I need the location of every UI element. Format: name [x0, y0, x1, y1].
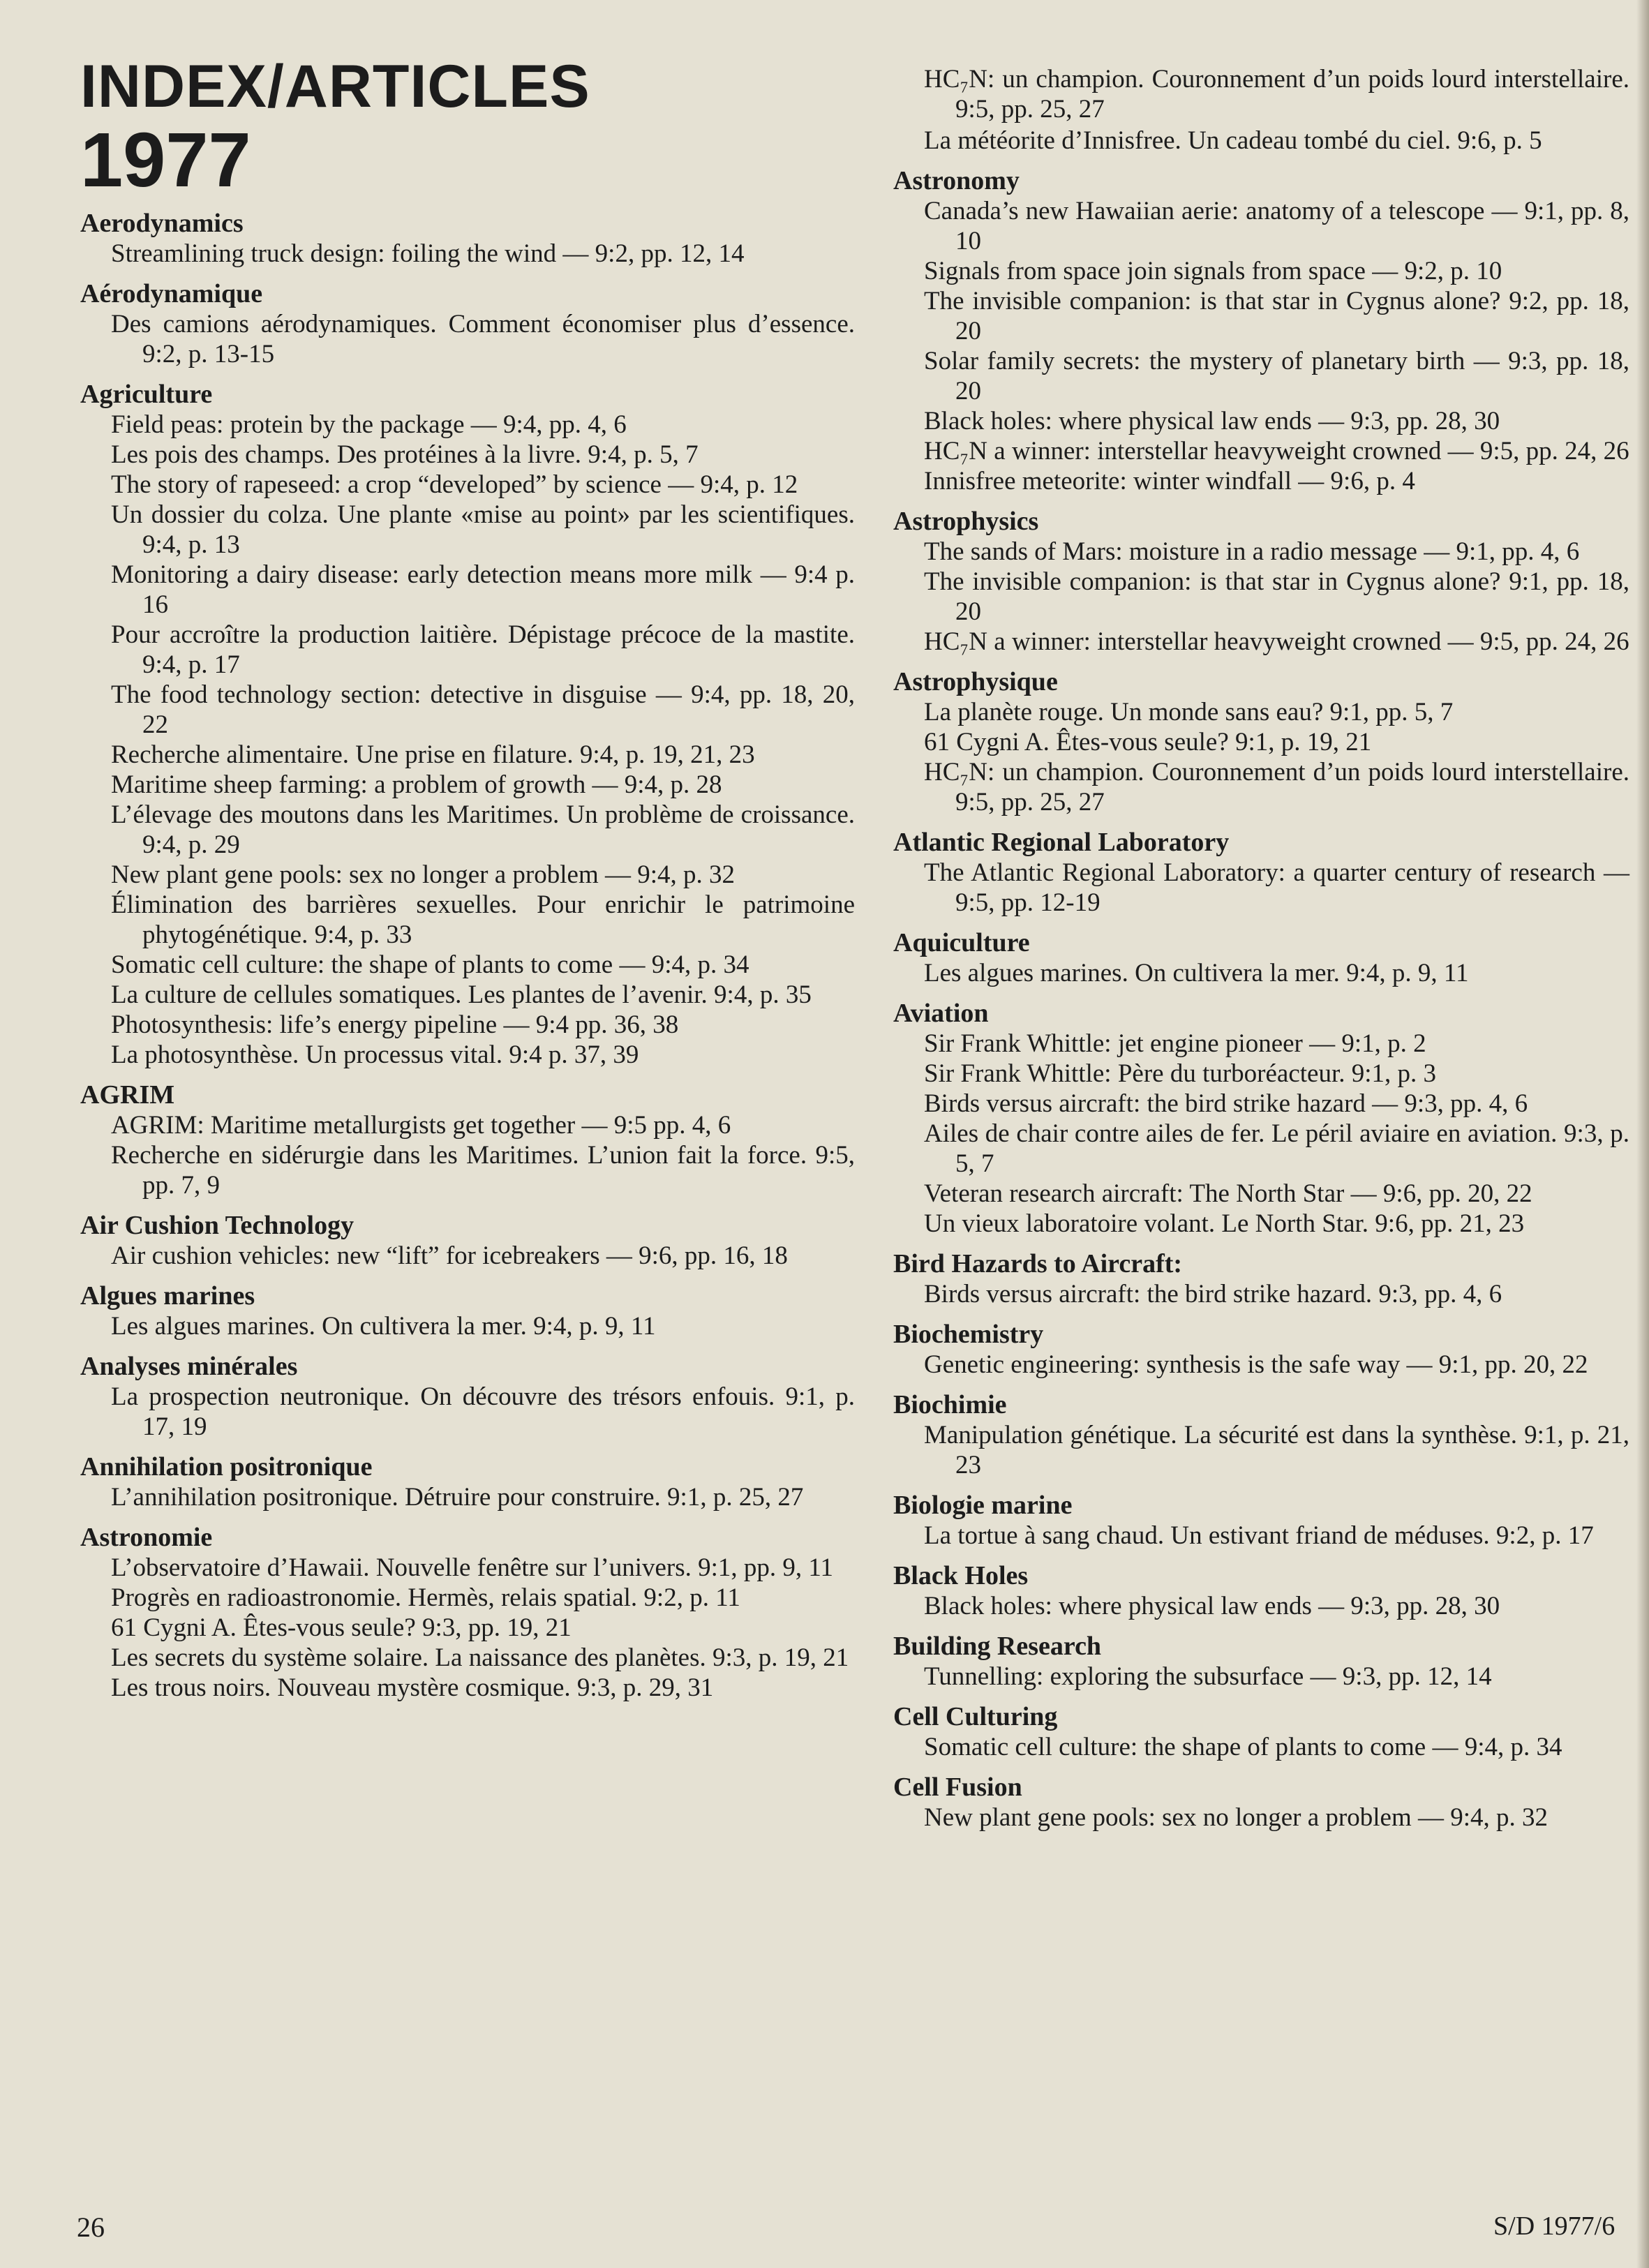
entry-item: 61 Cygni A. Êtes-vous seule? 9:3, pp. 19, 21	[111, 1613, 572, 1642]
entry-item: AGRIM: Maritime metallurgists get together — 9:5 pp. 4, 6	[111, 1111, 731, 1140]
index-entry	[80, 1080, 855, 1200]
index-entry	[893, 827, 1629, 918]
index-entry	[80, 1351, 855, 1442]
page-number: 26	[77, 2211, 105, 2243]
entry-item: Les algues marines. On cultivera la mer. 9:4, p. 9, 11	[111, 1312, 656, 1341]
entry-item: The invisible companion: is that star in Cygnus alone? 9:1, pp. 18, 20	[924, 567, 1629, 626]
entry-heading: Astrophysics	[893, 507, 1039, 536]
issue-label: S/D 1977/6	[1493, 2211, 1616, 2241]
entry-item: Des camions aérodynamiques. Comment économiser plus d’essence. 9:2, p. 13-15	[111, 310, 855, 368]
index-entry	[893, 1631, 1629, 1692]
entry-item: Veteran research aircraft: The North Star — 9:6, pp. 20, 22	[924, 1179, 1532, 1208]
index-entry	[893, 1560, 1629, 1621]
index-entry	[80, 208, 855, 269]
entry-item: Birds versus aircraft: the bird strike hazard. 9:3, pp. 4, 6	[924, 1280, 1502, 1308]
entry-item: The food technology section: detective in disguise — 9:4, pp. 18, 20, 22	[111, 680, 855, 739]
entry-item: New plant gene pools: sex no longer a problem — 9:4, p. 32	[924, 1803, 1548, 1832]
index-entry	[893, 666, 1629, 817]
entry-heading: Astrophysique	[893, 667, 1058, 696]
entry-item: Air cushion vehicles: new “lift” for icebreakers — 9:6, pp. 16, 18	[111, 1241, 788, 1270]
entry-item: Sir Frank Whittle: jet engine pioneer — 9:1, p. 2	[924, 1029, 1426, 1058]
title-index-articles: INDEX/ARTICLES	[80, 53, 590, 120]
entry-item: Canada’s new Hawaiian aerie: anatomy of a telescope — 9:1, pp. 8, 10	[924, 197, 1629, 255]
entry-item: HC₇N: un champion. Couronnement d’un poids lourd interstellaire. 9:5, pp. 25, 27	[924, 758, 1629, 816]
entry-item: La prospection neutronique. On découvre des trésors enfouis. 9:1, p. 17, 19	[111, 1382, 855, 1441]
entry-heading: Agriculture	[80, 380, 213, 409]
entry-item: Photosynthesis: life’s energy pipeline — 9:4 pp. 36, 38	[111, 1010, 679, 1039]
page-title	[80, 54, 590, 202]
entry-item: Les trous noirs. Nouveau mystère cosmique. 9:3, p. 29, 31	[111, 1673, 714, 1702]
entry-item: Monitoring a dairy disease: early detection means more milk — 9:4 p. 16	[111, 560, 855, 619]
left-column	[80, 208, 855, 1713]
entry-heading: Bird Hazards to Aircraft:	[893, 1249, 1183, 1278]
entry-heading: Aerodynamics	[80, 209, 244, 238]
entry-item: La photosynthèse. Un processus vital. 9:4 p. 37, 39	[111, 1040, 639, 1069]
entry-item: The story of rapeseed: a crop “developed” by science — 9:4, p. 12	[111, 470, 798, 499]
entry-item: La tortue à sang chaud. Un estivant friand de méduses. 9:2, p. 17	[924, 1521, 1594, 1550]
index-entry	[80, 1281, 855, 1341]
entry-item: New plant gene pools: sex no longer a problem — 9:4, p. 32	[111, 860, 735, 889]
index-entry	[893, 998, 1629, 1239]
entry-item: Élimination des barrières sexuelles. Pour enrichir le patrimoine phytogénétique. 9:4, p. 33	[111, 890, 855, 949]
entry-item: Innisfree meteorite: winter windfall — 9:6, p. 4	[924, 467, 1415, 495]
index-entry	[80, 1452, 855, 1512]
entry-heading: Astronomie	[80, 1523, 213, 1552]
entry-item: L’élevage des moutons dans les Maritimes. Un problème de croissance. 9:4, p. 29	[111, 800, 855, 859]
index-entry	[893, 1319, 1629, 1380]
entry-item: HC₇N a winner: interstellar heavyweight crowned — 9:5, pp. 24, 26	[924, 627, 1629, 656]
entry-heading: Aviation	[893, 999, 989, 1028]
entry-heading: Aérodynamique	[80, 279, 263, 308]
entry-item: Recherche alimentaire. Une prise en filature. 9:4, p. 19, 21, 23	[111, 740, 755, 769]
entry-item: Manipulation génétique. La sécurité est dans la synthèse. 9:1, p. 21, 23	[924, 1421, 1629, 1479]
entry-heading: Cell Fusion	[893, 1773, 1022, 1802]
continuation-item: HC₇N: un champion. Couronnement d’un poids lourd interstellaire. 9:5, pp. 25, 27	[924, 65, 1629, 124]
title-year: 1977	[80, 117, 251, 203]
continuation-entries	[893, 64, 1629, 156]
entry-item: Genetic engineering: synthesis is the safe way — 9:1, pp. 20, 22	[924, 1350, 1588, 1379]
entry-item: Signals from space join signals from space — 9:2, p. 10	[924, 257, 1502, 285]
index-entry	[893, 1389, 1629, 1480]
index-entry	[893, 1701, 1629, 1762]
entry-item: Streamlining truck design: foiling the wind — 9:2, pp. 12, 14	[111, 239, 745, 268]
entry-item: Black holes: where physical law ends — 9:3, pp. 28, 30	[924, 407, 1500, 435]
entry-item: Un vieux laboratoire volant. Le North Star. 9:6, pp. 21, 23	[924, 1209, 1525, 1238]
entry-heading: Atlantic Regional Laboratory	[893, 828, 1230, 857]
index-entry	[893, 1490, 1629, 1551]
entry-heading: Biologie marine	[893, 1491, 1073, 1520]
entry-item: The Atlantic Regional Laboratory: a quarter century of research — 9:5, pp. 12-19	[924, 858, 1629, 917]
entry-item: La planète rouge. Un monde sans eau? 9:1, pp. 5, 7	[924, 698, 1454, 726]
page-edge-shadow	[1636, 0, 1649, 2268]
entry-item: Field peas: protein by the package — 9:4, pp. 4, 6	[111, 410, 627, 439]
continuation-item: La météorite d’Innisfree. Un cadeau tombé du ciel. 9:6, p. 5	[924, 126, 1542, 155]
index-entry	[893, 506, 1629, 657]
entry-item: The sands of Mars: moisture in a radio message — 9:1, pp. 4, 6	[924, 537, 1580, 566]
entry-item: Maritime sheep farming: a problem of growth — 9:4, p. 28	[111, 770, 722, 799]
entry-item: L’annihilation positronique. Détruire pour construire. 9:1, p. 25, 27	[111, 1483, 804, 1512]
entry-item: Les secrets du système solaire. La naissance des planètes. 9:3, p. 19, 21	[111, 1643, 849, 1672]
index-entry	[893, 1248, 1629, 1309]
entry-heading: Biochimie	[893, 1390, 1007, 1419]
index-entry	[893, 927, 1629, 988]
entry-item: La culture de cellules somatiques. Les plantes de l’avenir. 9:4, p. 35	[111, 980, 812, 1009]
index-entry	[80, 379, 855, 1070]
right-column	[893, 64, 1629, 1842]
entry-heading: Black Holes	[893, 1561, 1029, 1590]
entry-heading: Annihilation positronique	[80, 1452, 373, 1482]
index-entry	[893, 165, 1629, 496]
entry-item: Solar family secrets: the mystery of planetary birth — 9:3, pp. 18, 20	[924, 347, 1629, 405]
entry-heading: Astronomy	[893, 166, 1020, 195]
index-entry	[80, 1210, 855, 1271]
entry-heading: Biochemistry	[893, 1320, 1044, 1349]
entry-item: Sir Frank Whittle: Père du turboréacteur. 9:1, p. 3	[924, 1059, 1437, 1088]
entry-item: Somatic cell culture: the shape of plants to come — 9:4, p. 34	[111, 950, 749, 979]
entry-item: Somatic cell culture: the shape of plants to come — 9:4, p. 34	[924, 1733, 1562, 1761]
entry-item: Un dossier du colza. Une plante «mise au point» par les scientifiques. 9:4, p. 13	[111, 500, 855, 559]
entry-item: Black holes: where physical law ends — 9:3, pp. 28, 30	[924, 1592, 1500, 1620]
entry-item: Les pois des champs. Des protéines à la livre. 9:4, p. 5, 7	[111, 440, 699, 469]
entry-item: Progrès en radioastronomie. Hermès, relais spatial. 9:2, p. 11	[111, 1583, 740, 1612]
entry-item: Tunnelling: exploring the subsurface — 9:3, pp. 12, 14	[924, 1662, 1492, 1691]
index-entry	[893, 1772, 1629, 1833]
entry-heading: Cell Culturing	[893, 1702, 1058, 1731]
entry-heading: Aquiculture	[893, 928, 1030, 957]
index-entry	[80, 1522, 855, 1703]
entry-heading: Air Cushion Technology	[80, 1211, 355, 1240]
entry-item: 61 Cygni A. Êtes-vous seule? 9:1, p. 19, 21	[924, 728, 1372, 756]
entry-heading: Algues marines	[80, 1281, 255, 1311]
entry-item: Pour accroître la production laitière. Dépistage précoce de la mastite. 9:4, p. 17	[111, 620, 855, 679]
entry-item: The invisible companion: is that star in Cygnus alone? 9:2, pp. 18, 20	[924, 287, 1629, 345]
entry-item: Recherche en sidérurgie dans les Maritimes. L’union fait la force. 9:5, pp. 7, 9	[111, 1141, 855, 1200]
entry-item: Ailes de chair contre ailes de fer. Le péril aviaire en aviation. 9:3, p. 5, 7	[924, 1119, 1629, 1178]
entry-item: Les algues marines. On cultivera la mer. 9:4, p. 9, 11	[924, 959, 1469, 987]
entry-item: L’observatoire d’Hawaii. Nouvelle fenêtre sur l’univers. 9:1, pp. 9, 11	[111, 1553, 834, 1582]
entry-item: HC₇N a winner: interstellar heavyweight crowned — 9:5, pp. 24, 26	[924, 437, 1629, 465]
entry-item: Birds versus aircraft: the bird strike hazard — 9:3, pp. 4, 6	[924, 1089, 1528, 1118]
entry-heading: Building Research	[893, 1632, 1102, 1661]
index-entry	[80, 278, 855, 369]
entry-heading: Analyses minérales	[80, 1352, 298, 1381]
entry-heading: AGRIM	[80, 1080, 175, 1110]
